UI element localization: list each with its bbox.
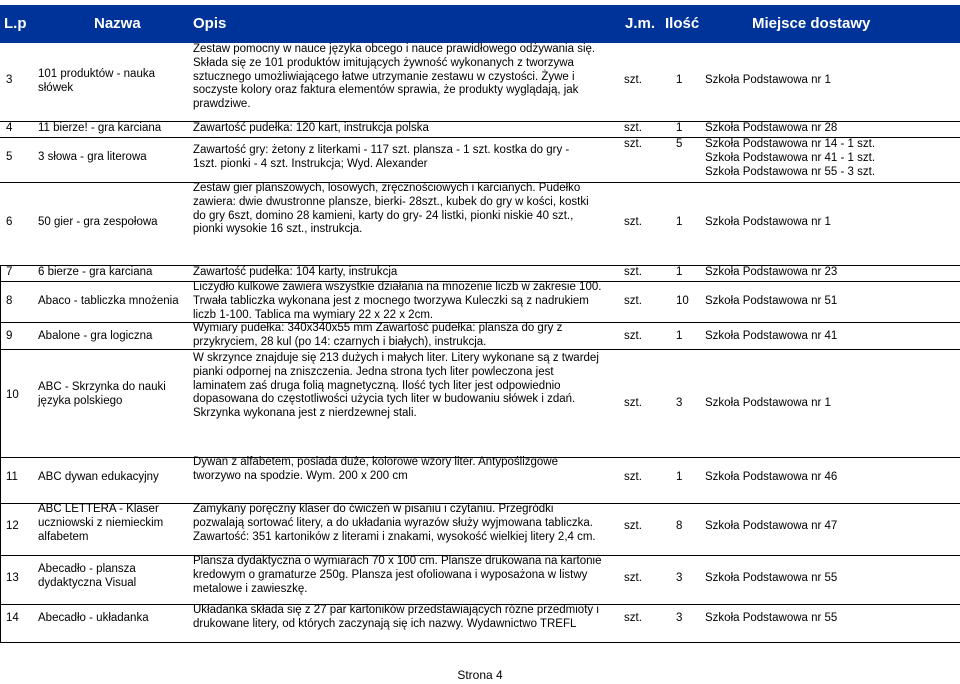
description-line: pianki odpornej na zniszczenia. Jedna strona tych liter powleczona jest (193, 365, 554, 378)
quantity-cell: 3 (676, 572, 683, 584)
row-number: 10 (6, 389, 19, 401)
product-name-line: 11 bierze! - gra karciana (38, 122, 162, 134)
product-name-line: Abalone - gra logiczna (38, 330, 153, 342)
row-divider (0, 265, 960, 266)
description-line: liczb 1-100. Tablica ma wymiary 22 x 22 x 2cm. (193, 308, 434, 321)
description-line: Składa się ze 101 produktów imitujących żywność wykonanych z tworzywa (193, 56, 574, 69)
header-qty: Ilość (665, 15, 700, 32)
description-line: soczyste kolory oraz faktura elementów sprawia, że produkty wyglądają, jak (193, 84, 579, 97)
header-name: Nazwa (94, 15, 141, 32)
delivery-place-line: Szkoła Podstawowa nr 55 (705, 572, 838, 584)
delivery-place-line: Szkoła Podstawowa nr 46 (705, 471, 838, 483)
description-line: Wymiary pudełka: 340x340x55 mm Zawartość pudełka: plansza do gry z (193, 322, 563, 334)
unit-cell: szt. (624, 295, 642, 307)
row-divider (0, 604, 960, 605)
row-number: 14 (6, 612, 19, 624)
description-line: Trwała tabliczka wykonana jest z mocnego tworzywa Kuleczki są z nadrukiem (193, 294, 589, 307)
unit-cell: szt. (624, 397, 642, 409)
table-row (0, 121, 960, 137)
row-divider (0, 137, 960, 138)
row-divider (0, 121, 960, 122)
delivery-place-line: Szkoła Podstawowa nr 28 (705, 122, 838, 134)
row-divider (0, 555, 960, 556)
row-divider (0, 503, 960, 504)
delivery-place-line: Szkoła Podstawowa nr 55 - 3 szt. (705, 165, 876, 178)
description-line: drukowane litery, od których zaczynają się ich nazwy. Wydawnictwo TREFL (193, 617, 577, 630)
table-row (0, 349, 960, 457)
quantity-cell: 1 (676, 122, 683, 134)
header-desc: Opis (193, 15, 227, 32)
delivery-place-line: Szkoła Podstawowa nr 23 (705, 266, 838, 278)
product-name-line: alfabetem (38, 530, 89, 543)
description-line: Dywan z alfabetem, posiada duże, kolorowe wzory liter. Antypoślizgowe (193, 456, 558, 468)
unit-cell: szt. (624, 122, 642, 134)
row-number: 3 (6, 74, 13, 86)
quantity-cell: 8 (676, 520, 683, 532)
product-name-line: słówek (38, 81, 74, 94)
header-place: Miejsce dostawy (752, 15, 871, 32)
row-divider (0, 322, 960, 323)
unit-cell: szt. (624, 74, 642, 86)
delivery-place-line: Szkoła Podstawowa nr 1 (705, 216, 831, 228)
row-number: 11 (6, 471, 18, 483)
quantity-cell: 10 (676, 295, 689, 307)
table-row (0, 137, 960, 182)
product-name-line: 101 produktów - nauka (38, 68, 155, 80)
description-line: prawdziwe. (193, 98, 251, 111)
description-line: dopasowana do częstotliwości użycia tych liter w budowaniu słówek i zdań. (193, 393, 576, 406)
description-line: Zestaw gier planszowych, losowych, zręcznościowych i karcianych. Pudełko (193, 182, 581, 194)
product-name-line: ABC dywan edukacyjny (38, 471, 159, 483)
quantity-cell: 3 (676, 397, 683, 409)
description-line: pozwalają sortować litery, a do układania wyrazów służy wyjmowana tabliczka. (193, 516, 593, 529)
description-line: tworzywo na spodzie. Wym. 200 x 200 cm (193, 469, 408, 482)
product-name-line: Abecadło - układanka (38, 612, 149, 624)
row-number: 5 (6, 151, 13, 163)
table-row (0, 265, 960, 281)
quantity-cell: 1 (676, 330, 683, 342)
table-row (0, 281, 960, 322)
product-name-line: języka polskiego (38, 394, 123, 407)
table-left-border (0, 265, 1, 642)
unit-cell: szt. (624, 612, 642, 624)
table-row (0, 457, 960, 498)
row-divider (0, 349, 960, 350)
unit-cell: szt. (624, 471, 642, 483)
table-row (0, 182, 960, 257)
product-name-line: 6 bierze - gra karciana (38, 266, 153, 278)
unit-cell: szt. (624, 138, 642, 150)
unit-cell: szt. (624, 520, 642, 532)
description-line: pionki wysokie 16 szt., instrukcja. (193, 223, 363, 236)
delivery-place-line: Szkoła Podstawowa nr 1 (705, 397, 831, 409)
header-lp: L.p (4, 15, 27, 32)
description-line: Liczydło kulkowe zawiera wszystkie działania na mnożenie liczb w zakresie 100. (193, 281, 602, 293)
description-line: Skrzynka wykonana jest z nierdzewnej stali. (193, 407, 417, 420)
description-line: Zawartość pudełka: 104 karty, instrukcja (193, 266, 398, 278)
description-line: zawiera: dwie dwustronne plansze, bierki- 28szt., kubek do gry w kości, kostki (193, 195, 589, 208)
description-line: Plansza dydaktyczna o wymiarach 70 x 100 cm. Plansze drukowana na kartonie (193, 555, 602, 567)
description-line: laminatem zaś druga folią magnetyczną. Ilość tych liter jest odpowiednio (193, 379, 561, 392)
table-row (0, 555, 960, 600)
quantity-cell: 1 (676, 216, 683, 228)
row-number: 13 (6, 572, 19, 584)
row-number: 12 (6, 520, 19, 532)
product-name-line: Abaco - tabliczka mnożenia (38, 295, 179, 307)
row-number: 7 (6, 266, 13, 278)
row-divider (0, 281, 960, 282)
row-number: 8 (6, 295, 13, 307)
delivery-place-line: Szkoła Podstawowa nr 51 (705, 295, 838, 307)
product-name-line: 3 słowa - gra literowa (38, 151, 147, 163)
row-number: 9 (6, 330, 13, 342)
quantity-cell: 3 (676, 612, 683, 624)
row-number: 6 (6, 216, 13, 228)
delivery-place-line: Szkoła Podstawowa nr 1 (705, 74, 831, 86)
row-divider (0, 182, 960, 183)
product-name-line: Abecadło - plansza (38, 563, 136, 575)
delivery-place-line: Szkoła Podstawowa nr 55 (705, 612, 838, 624)
table-row (0, 322, 960, 349)
unit-cell: szt. (624, 216, 642, 228)
page-number: Strona 4 (457, 668, 503, 682)
product-name-line: ABC LETTERA - Klaser (38, 503, 159, 515)
row-number: 4 (6, 122, 13, 134)
description-line: 1szt. pionki - 4 szt. Instrukcja; Wyd. Alexander (193, 157, 428, 170)
description-line: Zestaw pomocny w nauce języka obcego i nauce prawidłowego odżywania się. (193, 43, 596, 55)
delivery-place-line: Szkoła Podstawowa nr 14 - 1 szt. (705, 138, 876, 150)
quantity-cell: 1 (676, 74, 683, 86)
product-name-line: 50 gier - gra zespołowa (38, 216, 158, 228)
quantity-cell: 1 (676, 266, 683, 278)
unit-cell: szt. (624, 330, 642, 342)
quantity-cell: 5 (676, 138, 683, 150)
header-unit: J.m. (625, 15, 656, 32)
table-header (0, 5, 960, 43)
row-divider (0, 457, 960, 458)
table-row (0, 503, 960, 548)
description-line: kredowym o gramaturze 250g. Plansza jest ofoliowana i wyposażona w listwy (193, 568, 588, 581)
product-name-line: dydaktyczna Visual (38, 576, 137, 589)
description-line: przykryciem, 28 kul (po 14: czarnych i białych), instrukcja. (193, 335, 487, 348)
delivery-place-line: Szkoła Podstawowa nr 47 (705, 520, 838, 532)
row-divider (0, 642, 960, 643)
description-line: metalowe i zawieszkę. (193, 582, 308, 595)
unit-cell: szt. (624, 266, 642, 278)
description-line: do gry 6szt, domino 28 kamieni, karty do gry- 24 listki, pionki niskie 40 szt., (193, 209, 574, 222)
description-line: sztucznego umożliwiającego łatwe utrzymanie zestawu w czystości. Żywe i (193, 70, 575, 83)
description-line: Zawartość gry: żetony z literkami - 117 szt. plansza - 1 szt. kostka do gry - (193, 144, 570, 156)
description-line: Układanka składa się z 27 par kartoników przedstawiających różne przedmioty i (193, 604, 599, 616)
product-name-line: uczniowski z niemieckim (38, 516, 164, 529)
description-line: Zawartość pudełka: 120 kart, instrukcja polska (193, 122, 429, 134)
description-line: Zawartość: 351 kartoników z literami i znakami, wysokość wielkiej litery 2,4 cm. (193, 530, 596, 543)
delivery-place-line: Szkoła Podstawowa nr 41 (705, 330, 838, 342)
product-name-line: ABC - Skrzynka do nauki (38, 381, 166, 393)
table-row (0, 604, 960, 642)
quantity-cell: 1 (676, 471, 683, 483)
description-line: Zamykany poręczny klaser do ćwiczeń w pisaniu i czytaniu. Przegródki (193, 503, 554, 515)
unit-cell: szt. (624, 572, 642, 584)
delivery-place-line: Szkoła Podstawowa nr 41 - 1 szt. (705, 151, 876, 164)
table-row (0, 43, 960, 121)
description-line: W skrzynce znajduje się 213 dużych i małych liter. Litery wykonane są z twardej (193, 352, 599, 364)
